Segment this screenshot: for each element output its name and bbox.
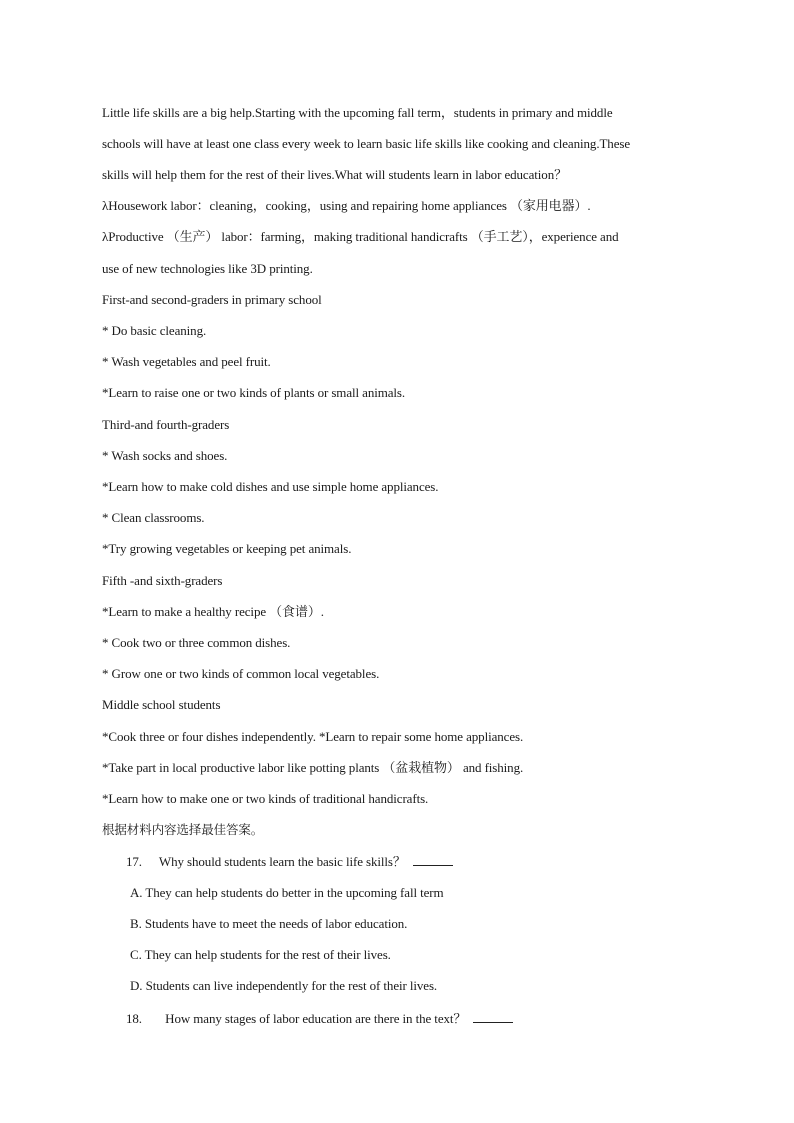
- option-letter: B.: [130, 916, 142, 931]
- question-number: 17.: [126, 854, 142, 869]
- intro-line-2: schools will have at least one class every week to learn basic life skills like cooking and cleaning.These: [102, 136, 631, 151]
- option-a[interactable]: [130, 885, 444, 901]
- answer-blank[interactable]: [473, 1010, 513, 1023]
- option-d[interactable]: [130, 978, 437, 994]
- question-text: How many stages of labor education are there in the text？: [165, 1011, 467, 1026]
- question-text: Why should students learn the basic life skills？: [158, 854, 406, 869]
- answer-blank[interactable]: [413, 853, 453, 866]
- option-letter: A.: [130, 885, 143, 900]
- intro-line-1: Little life skills are a big help.Starting with the upcoming fall term，students in primary and middle: [102, 105, 613, 120]
- question-18: [126, 1010, 513, 1027]
- grade-5-6-item: * Grow one or two kinds of common local vegetables.: [102, 666, 380, 681]
- option-text: They can help students for the rest of their lives.: [144, 947, 391, 962]
- grade-1-2-item: * Do basic cleaning.: [102, 323, 207, 338]
- housework-bullet: λHousework labor：cleaning，cooking，using and repairing home appliances （家用电器）.: [102, 198, 591, 213]
- option-text: They can help students do better in the upcoming fall term: [145, 885, 444, 900]
- option-letter: C.: [130, 947, 142, 962]
- option-b[interactable]: [130, 916, 407, 932]
- grade-5-6-item: * Cook two or three common dishes.: [102, 635, 291, 650]
- intro-line-3: skills will help them for the rest of their lives.What will students learn in labor education？: [102, 167, 567, 182]
- middle-school-item: *Take part in local productive labor like potting plants （盆栽植物） and fishing.: [102, 760, 524, 775]
- grade-3-4-heading: Third-and fourth-graders: [102, 417, 230, 432]
- grade-1-2-item: *Learn to raise one or two kinds of plants or small animals.: [102, 385, 406, 400]
- grade-3-4-item: * Wash socks and shoes.: [102, 448, 228, 463]
- option-letter: D.: [130, 978, 143, 993]
- grade-3-4-item: *Learn how to make cold dishes and use simple home appliances.: [102, 479, 439, 494]
- productive-bullet-line-2: use of new technologies like 3D printing.: [102, 261, 313, 276]
- question-number: 18.: [126, 1011, 142, 1026]
- productive-bullet-line-1: λProductive （生产） labor：farming，making traditional handicrafts （手工艺），experience and: [102, 229, 619, 244]
- instruction: 根据材料内容选择最佳答案。: [102, 822, 264, 837]
- option-text: Students can live independently for the rest of their lives.: [145, 978, 438, 993]
- grade-5-6-item: *Learn to make a healthy recipe （食谱）.: [102, 604, 324, 619]
- option-c[interactable]: [130, 947, 391, 963]
- question-17: [126, 853, 453, 870]
- middle-school-heading: Middle school students: [102, 697, 221, 712]
- grade-1-2-heading: First-and second-graders in primary school: [102, 292, 322, 307]
- grade-3-4-item: *Try growing vegetables or keeping pet animals.: [102, 541, 352, 556]
- grade-5-6-heading: Fifth -and sixth-graders: [102, 573, 223, 588]
- grade-3-4-item: * Clean classrooms.: [102, 510, 205, 525]
- grade-1-2-item: * Wash vegetables and peel fruit.: [102, 354, 271, 369]
- middle-school-item: *Cook three or four dishes independently. *Learn to repair some home appliances.: [102, 729, 524, 744]
- middle-school-item: *Learn how to make one or two kinds of traditional handicrafts.: [102, 791, 429, 806]
- option-text: Students have to meet the needs of labor education.: [144, 916, 408, 931]
